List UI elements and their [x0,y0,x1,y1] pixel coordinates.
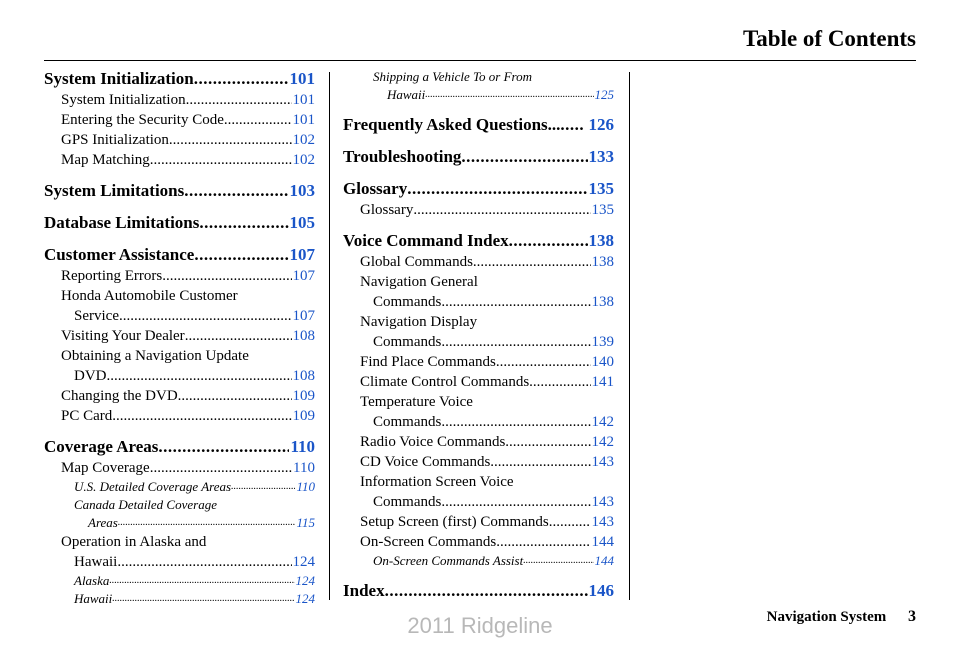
toc-entry-info-screen-line1: Information Screen Voice [360,474,514,490]
page-link[interactable]: 146 [588,581,614,600]
toc-entry-on-screen-assist[interactable]: On-Screen Commands Assist ..... 144 [343,552,614,570]
page-link[interactable]: 144 [591,534,614,550]
page-link[interactable]: 141 [591,374,614,390]
toc-entry-gps-initialization[interactable]: GPS Initialization ..... 102 [44,130,315,150]
toc-entry-alaska-hawaii[interactable]: Hawaii ..... 124 [44,552,315,572]
toc-column-1 [44,68,315,608]
page-link[interactable]: 107 [289,245,315,264]
toc-entry-nav-display[interactable]: Commands ..... 139 [343,332,614,352]
toc-entry-honda-service[interactable]: Service ..... 107 [44,306,315,326]
page-title: Table of Contents [743,26,916,51]
toc-entry-honda-service-line1: Honda Automobile Customer [61,288,238,304]
page-link[interactable]: 139 [591,334,614,350]
page-link[interactable]: 110 [293,460,315,476]
toc-entry-customer-assistance[interactable]: Customer Assistance ..... 107 [44,244,315,266]
page-link[interactable]: 143 [591,514,614,530]
page-link[interactable]: 101 [292,92,315,108]
toc-entry-visiting-dealer[interactable]: Visiting Your Dealer ..... 108 [44,326,315,346]
toc-entry-nav-general-line1: Navigation General [360,274,478,290]
toc-entry-canada-detailed-line1: Canada Detailed Coverage [74,497,217,512]
toc-entry-obtaining-update[interactable]: DVD ..... 108 [44,366,315,386]
toc-entry-index[interactable]: Index ..... 146 [343,580,614,602]
page-link[interactable]: 135 [588,179,614,198]
toc-entry-troubleshooting[interactable]: Troubleshooting ..... 133 [343,146,614,168]
toc-entry-info-screen[interactable]: Commands ..... 143 [343,492,614,512]
toc-entry-reporting-errors[interactable]: Reporting Errors ..... 107 [44,266,315,286]
page-link[interactable]: 124 [295,591,315,606]
page-link[interactable]: 138 [588,231,614,250]
toc-entry-hawaii[interactable]: Hawaii ..... 124 [44,590,315,608]
page-link[interactable]: 101 [292,112,315,128]
toc-entry-obtaining-update-line1: Obtaining a Navigation Update [61,348,249,364]
toc-entry-on-screen[interactable]: On-Screen Commands ..... 144 [343,532,614,552]
page-link[interactable]: 110 [290,437,315,456]
page-link[interactable]: 109 [292,388,315,404]
page-link[interactable]: 105 [289,213,315,232]
toc-column-2 [343,68,614,602]
toc-entry-alaska[interactable]: Alaska ..... 124 [44,572,315,590]
footer-section: Navigation System [766,609,887,625]
toc-entry-coverage-areas[interactable]: Coverage Areas ..... 110 [44,436,315,458]
page-link[interactable]: 135 [591,202,614,218]
page-link[interactable]: 108 [292,368,315,384]
page-link[interactable]: 108 [292,328,315,344]
toc-entry-canada-detailed[interactable]: Areas ..... 115 [44,514,315,532]
page-link[interactable]: 102 [292,132,315,148]
toc-entry-shipping[interactable]: Hawaii ..... 125 [343,86,614,104]
toc-entry-pc-card[interactable]: PC Card ..... 109 [44,406,315,426]
page-link[interactable]: 144 [594,553,614,568]
page-link[interactable]: 101 [289,69,315,88]
watermark: 2011 Ridgeline [407,613,553,638]
toc-entry-security-code[interactable]: Entering the Security Code ..... 101 [44,110,315,130]
toc-entry-changing-dvd[interactable]: Changing the DVD ..... 109 [44,386,315,406]
page-link[interactable]: 138 [591,254,614,270]
toc-entry-voice-command-index[interactable]: Voice Command Index ..... 138 [343,230,614,252]
toc-entry-glossary-item[interactable]: Glossary ..... 135 [343,200,614,220]
toc-entry-faq[interactable]: Frequently Asked Questions... ..... 126 [343,114,614,136]
toc-entry-map-coverage[interactable]: Map Coverage ..... 110 [44,458,315,478]
toc-entry-shipping-line1: Shipping a Vehicle To or From [373,69,533,84]
page-link[interactable]: 140 [591,354,614,370]
column-divider-right [629,72,630,600]
toc-entry-si-system-initialization[interactable]: System Initialization ..... 101 [44,90,315,110]
page-link[interactable]: 107 [292,308,315,324]
toc-entry-global-commands[interactable]: Global Commands ..... 138 [343,252,614,272]
toc-entry-system-initialization[interactable]: System Initialization ..... 101 [44,68,315,90]
toc-entry-alaska-hawaii-line1: Operation in Alaska and [61,534,207,550]
page-link[interactable]: 133 [588,147,614,166]
toc-entry-cd[interactable]: CD Voice Commands ..... 143 [343,452,614,472]
page-link[interactable]: 124 [295,573,315,588]
page-link[interactable]: 138 [591,294,614,310]
page-link[interactable]: 143 [591,494,614,510]
page-link[interactable]: 102 [292,152,315,168]
toc-entry-nav-general[interactable]: Commands ..... 138 [343,292,614,312]
toc-entry-system-limitations[interactable]: System Limitations ..... 103 [44,180,315,202]
header-rule [44,60,916,61]
page-link[interactable]: 143 [591,454,614,470]
toc-entry-map-matching[interactable]: Map Matching ..... 102 [44,150,315,170]
page-link[interactable]: 142 [591,434,614,450]
toc-entry-temperature-line1: Temperature Voice [360,394,473,410]
toc-entry-us-detailed[interactable]: U.S. Detailed Coverage Areas ..... 110 [44,478,315,496]
toc-entry-radio[interactable]: Radio Voice Commands ..... 142 [343,432,614,452]
page-link[interactable]: 109 [292,408,315,424]
page-link[interactable]: 126 [588,115,614,134]
toc-entry-database-limitations[interactable]: Database Limitations ..... 105 [44,212,315,234]
column-divider-left [329,72,330,600]
toc-entry-temperature[interactable]: Commands ..... 142 [343,412,614,432]
page-link[interactable]: 110 [296,479,315,494]
page-link[interactable]: 103 [289,181,315,200]
page-link[interactable]: 107 [292,268,315,284]
toc-entry-setup-screen[interactable]: Setup Screen (first) Commands ..... 143 [343,512,614,532]
toc-entry-climate[interactable]: Climate Control Commands ..... 141 [343,372,614,392]
page-link[interactable]: 125 [594,87,614,102]
toc-entry-glossary[interactable]: Glossary ..... 135 [343,178,614,200]
page-number: 3 [908,608,916,625]
page-link[interactable]: 115 [296,515,315,530]
page-link[interactable]: 124 [292,554,315,570]
toc-entry-nav-display-line1: Navigation Display [360,314,478,330]
toc-entry-find-place[interactable]: Find Place Commands ..... 140 [343,352,614,372]
page-link[interactable]: 142 [591,414,614,430]
